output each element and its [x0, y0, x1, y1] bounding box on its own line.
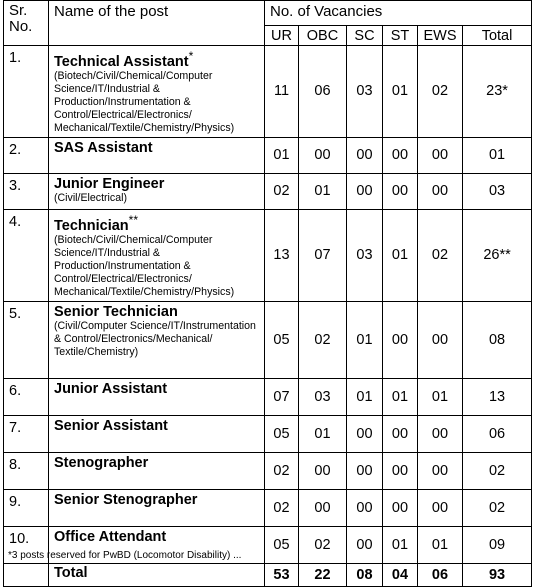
total-ur-cell: 53 [265, 563, 299, 586]
ur-cell: 05 [265, 415, 299, 452]
ews-cell: 01 [418, 378, 463, 415]
ur-cell: 02 [265, 452, 299, 489]
obc-cell: 01 [299, 415, 347, 452]
sc-cell: 03 [347, 46, 383, 138]
ur-cell: 02 [265, 489, 299, 526]
total-label: Total [49, 563, 265, 586]
total-cell: 06 [463, 415, 532, 452]
post-name-cell [49, 209, 265, 301]
obc-cell: 03 [299, 378, 347, 415]
obc-cell: 01 [299, 173, 347, 209]
sc-cell: 01 [347, 378, 383, 415]
sc-cell: 00 [347, 415, 383, 452]
post-name-cell [49, 378, 265, 415]
header-ews: EWS [418, 26, 463, 46]
sc-cell: 00 [347, 173, 383, 209]
post-name-cell [49, 137, 265, 173]
st-cell: 00 [383, 137, 418, 173]
post-name-cell [49, 46, 265, 138]
obc-cell: 02 [299, 526, 347, 563]
table-row [4, 378, 532, 415]
st-cell: 01 [383, 209, 418, 301]
ews-cell: 00 [418, 137, 463, 173]
table-row [4, 452, 532, 489]
sc-cell: 00 [347, 526, 383, 563]
st-cell: 00 [383, 489, 418, 526]
total-ews-cell: 06 [418, 563, 463, 586]
total-cell: 08 [463, 301, 532, 378]
ews-cell: 00 [418, 415, 463, 452]
post-title: SAS Assistant [54, 139, 153, 156]
header-sc: SC [347, 26, 383, 46]
sr-no [4, 563, 49, 586]
post-detail: (Civil/Electrical) [54, 191, 127, 204]
st-cell: 00 [383, 415, 418, 452]
total-row [4, 563, 532, 586]
footnote: *3 posts reserved for PwBD (Locomotor Disability) ... [8, 550, 242, 561]
header-sr-no: Sr. No. [4, 1, 49, 46]
post-title: Junior Engineer [54, 175, 165, 192]
obc-cell: 00 [299, 489, 347, 526]
sr-no: 10. [4, 526, 49, 563]
st-cell: 01 [383, 526, 418, 563]
ews-cell: 00 [418, 301, 463, 378]
ews-cell: 02 [418, 209, 463, 301]
table-row [4, 46, 532, 138]
sc-cell: 03 [347, 209, 383, 301]
post-mark: ** [128, 212, 139, 227]
header-ur: UR [265, 26, 299, 46]
total-total-cell: 93 [463, 563, 532, 586]
sr-no: 4. [4, 209, 49, 301]
sr-no: 3. [4, 173, 49, 209]
obc-cell: 06 [299, 46, 347, 138]
post-mark: * [188, 49, 194, 63]
sr-no: 2. [4, 137, 49, 173]
header-total: Total [463, 26, 532, 46]
header-vacancies: No. of Vacancies [265, 1, 532, 26]
table-row [4, 209, 532, 301]
header-obc: OBC [299, 26, 347, 46]
table-row [4, 137, 532, 173]
ews-cell: 00 [418, 489, 463, 526]
st-cell: 01 [383, 46, 418, 138]
st-cell: 01 [383, 378, 418, 415]
ur-cell: 11 [265, 46, 299, 138]
header-st: ST [383, 26, 418, 46]
post-title: Senior Technician [54, 303, 178, 320]
post-title: Technician** [54, 212, 139, 234]
ur-cell: 07 [265, 378, 299, 415]
sr-no: 7. [4, 415, 49, 452]
total-cell: 02 [463, 489, 532, 526]
ews-cell: 02 [418, 46, 463, 138]
post-name-cell [49, 415, 265, 452]
ews-cell: 01 [418, 526, 463, 563]
obc-cell: 02 [299, 301, 347, 378]
ur-cell: 05 [265, 526, 299, 563]
obc-cell: 00 [299, 452, 347, 489]
total-cell: 09 [463, 526, 532, 563]
sc-cell: 00 [347, 489, 383, 526]
post-title: Technical Assistant* [54, 49, 194, 70]
sc-cell: 01 [347, 301, 383, 378]
post-detail: (Biotech/Civil/Chemical/Computer Science/IT/Industrial & Production/Instrumentation & Control/Electrical/Electronics/ Mechanical/Textile/Chemistry/Physics) [54, 69, 235, 134]
ur-cell: 05 [265, 301, 299, 378]
sr-no: 6. [4, 378, 49, 415]
post-name-cell [49, 489, 265, 526]
total-cell: 23* [463, 46, 532, 138]
post-title: Junior Assistant [54, 380, 168, 397]
st-cell: 00 [383, 452, 418, 489]
sc-cell: 00 [347, 452, 383, 489]
ews-cell: 00 [418, 452, 463, 489]
total-cell: 26** [463, 209, 532, 301]
post-title: Office Attendant [54, 528, 167, 545]
header-post-name: Name of the post [49, 1, 265, 46]
sr-no: 1. [4, 46, 49, 138]
post-title: Senior Stenographer [54, 491, 198, 508]
vacancy-table [3, 0, 532, 587]
obc-cell: 00 [299, 137, 347, 173]
table-row [4, 415, 532, 452]
post-name-cell [49, 301, 265, 378]
st-cell: 00 [383, 301, 418, 378]
ur-cell: 02 [265, 173, 299, 209]
post-title: Senior Assistant [54, 417, 168, 434]
total-st-cell: 04 [383, 563, 418, 586]
sr-no: 9. [4, 489, 49, 526]
post-name-cell [49, 173, 265, 209]
sc-cell: 00 [347, 137, 383, 173]
st-cell: 00 [383, 173, 418, 209]
sr-no: 8. [4, 452, 49, 489]
table-row [4, 489, 532, 526]
total-cell: 02 [463, 452, 532, 489]
total-sc-cell: 08 [347, 563, 383, 586]
table-row [4, 301, 532, 378]
total-cell: 01 [463, 137, 532, 173]
total-obc-cell: 22 [299, 563, 347, 586]
post-title: Stenographer [54, 454, 149, 471]
post-detail: (Biotech/Civil/Chemical/Computer Science/IT/Industrial & Production/Instrumentation & Control/Electrical/Electronics/ Mechanical/Textile/Chemistry/Physics) [54, 233, 235, 298]
table-row [4, 173, 532, 209]
post-detail: (Civil/Computer Science/IT/Instrumentation & Control/Electronics/Mechanical/ Textile/Chemistry) [54, 319, 256, 358]
obc-cell: 07 [299, 209, 347, 301]
total-cell: 13 [463, 378, 532, 415]
ur-cell: 01 [265, 137, 299, 173]
sr-no: 5. [4, 301, 49, 378]
post-name-cell [49, 452, 265, 489]
ews-cell: 00 [418, 173, 463, 209]
total-cell: 03 [463, 173, 532, 209]
ur-cell: 13 [265, 209, 299, 301]
